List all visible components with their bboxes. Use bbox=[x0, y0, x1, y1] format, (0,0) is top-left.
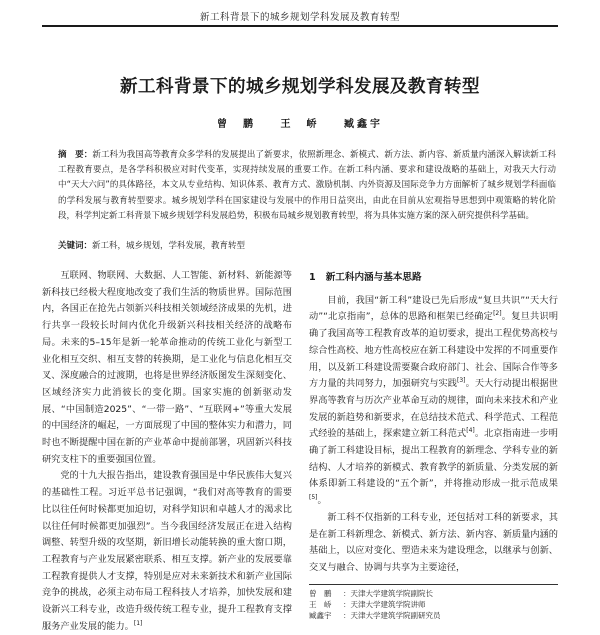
footnote-affiliation: 天津大学建筑学院副研究员 bbox=[350, 611, 441, 620]
header-rule bbox=[42, 25, 558, 27]
paragraph-text: 北京指南进一步明确了新工科建设目标，提出工程教育的新理念、学科专业的新结构、人才培养的新模式、教育教学的新质量、分类发展的新体系即新工科建设的“五个新”，并将推动形成一批示范成果 bbox=[309, 428, 558, 490]
paragraph-text: 复旦共识明确了我国高等工程教育改革的迫切要求，提出工程优势高校与综合性高校、地方性高校应在新工科建设中发挥的不同重要作用，以及新工科建设需要聚合政府部门、社会、国际合作等多方力量的共同努力，加强研究与实践 bbox=[309, 311, 559, 390]
footnote-entry: 臧鑫宇 ：天津大学建筑学院副研究员 bbox=[309, 611, 441, 620]
footnote-entry: 王 峤 ：天津大学建筑学院讲师 bbox=[309, 600, 426, 609]
abstract-text: 新工科为我国高等教育众多学科的发展提出了新要求，依照新理念、新模式、新方法、新内容、新质量内涵深入解读新工科工程教育要点，是各学科积极应对时代变革，实现持续发展的重要工作。在新工科内涵、要求和建设战略的基础上，对我天大行动中“天大六问”的具体路径，本文从专业结构、知识体系、教育方式、激励机制、内外资源及国际竞争力方面解析了城乡规划学科面临的学科发展与教育转型要求。城乡规划学科在国家建设与发展中的作用日益突出，由此在目前从宏观指导思想到中观策略的转化阶段，科学判定新工科背景下城乡规划学科发展趋势，积极布局城乡规划教育转型，将为具体实施方案的深入研究提供科学基础。 bbox=[58, 150, 556, 221]
citation: [4] bbox=[466, 427, 475, 435]
keywords-label: 关键词： bbox=[58, 241, 93, 251]
running-header: 新工科背景下的城乡规划学科发展及教育转型 bbox=[199, 12, 400, 23]
footnote-author: 臧鑫宇 bbox=[309, 611, 332, 620]
section-number: 1 bbox=[309, 272, 316, 283]
body-paragraph bbox=[42, 468, 292, 635]
body-paragraph: 新工科不仅指新的工科专业，还包括对工科的新要求，其是在新工科新理念、新模式、新方法、新内容、新质量内涵的基础上，以应对变化、塑造未来为建设理念，以继承与创新、交叉与融合、协调与共享为主要途径， bbox=[309, 511, 558, 573]
article-title: 新工科背景下的城乡规划学科发展及教育转型 bbox=[120, 77, 480, 97]
footnote-affiliation: 天津大学建筑学院讲师 bbox=[350, 600, 426, 609]
paragraph-text: 党的十九大报告指出，建设教育强国是中华民族伟大复兴的基础性工程。习近平总书记强调，“我们对高等教育的需要比以往任何时候都更加迫切，对科学知识和卓越人才的渴求比以往任何时候都更加强烈”。当今我国经济发展正在进入结构调整、转型升级的攻坚期，新旧增长动能转换的重大窗口期，工程教育与产业发展紧密联系、相互支撑。新产业的发展要靠工程教育提供人才支撑，特别是应对未来新技术和新产业国际竞争的挑战，必须主动布局工程科技人才培养，加快发展和建设新兴工科专业，改造升级传统工程专业，提升工程教育支撑服务产业发展的能力。 bbox=[42, 470, 292, 632]
paragraph-text: 目前，我国“新工科”建设已先后形成“复旦共识”“天大行动”“北京指南”，总体的思路和框架已经确定 bbox=[309, 294, 558, 323]
citation: [1] bbox=[133, 619, 143, 627]
author-name: 臧鑫宇 bbox=[343, 119, 383, 130]
author-name: 曾 鹏 bbox=[217, 119, 257, 130]
footnote-author: 曾 鹏 bbox=[309, 589, 332, 598]
abstract bbox=[58, 148, 556, 224]
keywords bbox=[58, 239, 556, 253]
body-paragraph: 目前，我国“新工科”建设已先后形成“复旦共识”“天大行动”“北京指南”，总体的思路和框架已经确定[2]。复旦共识明确了我国高等工程教育改革的迫切要求，提出工程优势高校与综合性高校、地方性高校应在新工科建设中发挥的不同重要作用，以及新工科建设需要聚合政府部门、社会、国际合作等多方力量的共同努力，加强研究与实践[3]。天大行动提出根据世界高等教育与历次产业革命互动的规律，面向未来技术和产业发展的新趋势和新要求，在总结技术范式、科学范式、工程范式经验的基础上，探索建立新工科范式[4]。北京指南进一步明确了新工科建设目标，提出工程教育的新理念、学科专业的新结构、人才培养的新模式、教育教学的新质量、分类发展的新体系即新工科建设的“五个新”，并将推动形成一批示范成果[5]。 bbox=[309, 294, 559, 507]
paragraph-text: 天大行动提出根据世界高等教育与历次产业革命互动的规律，面向未来技术和产业发展的新趋势和新要求，在总结技术范式、科学范式、工程范式经验的基础上，探索建立新工科范式 bbox=[309, 378, 558, 440]
section-title: 新工科内涵与基本思路 bbox=[325, 272, 422, 283]
keywords-text: 新工科，城乡规划，学科发展，教育转型 bbox=[92, 241, 246, 251]
author-footnotes bbox=[309, 588, 558, 621]
footnote-affiliation: 天津大学建筑学院副院长 bbox=[350, 589, 433, 598]
footnote-rule bbox=[309, 584, 558, 585]
author-list bbox=[0, 115, 600, 130]
footnote-entry: 曾 鹏 ：天津大学建筑学院副院长 bbox=[309, 589, 433, 598]
citation: [2] bbox=[493, 310, 502, 318]
body-column-left bbox=[42, 268, 292, 635]
citation: [5] bbox=[309, 494, 318, 502]
author-name: 王 峤 bbox=[280, 119, 320, 130]
body-paragraph: 互联网、物联网、大数据、人工智能、新材料、新能源等新科技已经极大程度地改变了我们生活的物质世界。国际范围内，各国正在抢先占领新兴科技相关领域经济成果的先机，进行共享一段较长时间内优化升级新兴科技相关经济的战略布局。未来的5–15年是新一轮革命推动的传统工业化与新型工业化相互交织、相互支替的转换期，是工业化与信息化相互交叉、深度融合的过渡期，也将是世界经济版图发生深刻变化、区域经济实力此消彼长的变化期。国家实施的创新驱动发展、“中国制造2025”、“一带一路”、“互联网+”等重大发展的中国经济的崛起，一方面展现了中国的整体实力和潜力，同时也不断提醒中国在新的产业革命中提前部署，巩固新兴科技研究支柱下的重要强国位置。 bbox=[42, 270, 292, 465]
citation: [3] bbox=[457, 377, 466, 385]
section-heading bbox=[309, 270, 558, 287]
footnote-author: 王 峤 bbox=[309, 600, 332, 609]
abstract-label: 摘 要： bbox=[58, 150, 93, 160]
body-column-right bbox=[309, 268, 558, 577]
